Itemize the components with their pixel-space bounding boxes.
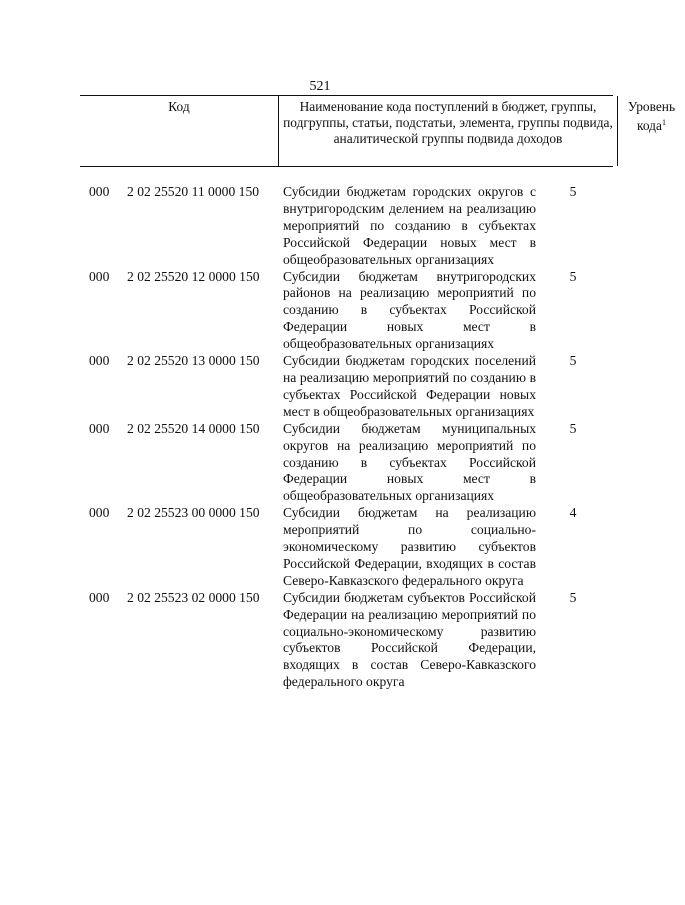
admin-code: 000: [89, 589, 110, 605]
revenue-code: 2 02 25520 12 0000 150: [127, 268, 260, 284]
page-number: 521: [309, 79, 331, 94]
revenue-name: Субсидии бюджетам городских округов с внутригородским делением на реализацию мероприятий по созданию в субъектах Российской Федерации новых мест в общеобразовательных организациях: [283, 184, 536, 267]
code-level: 5: [569, 184, 577, 199]
header-level-footnote: 1: [661, 118, 666, 127]
code-level: 5: [569, 353, 577, 369]
revenue-name: Субсидии бюджетам субъектов Российской Федерации на реализацию мероприятий по социально-экономическому развитию субъектов Российской Федерации, входящих в состав Северо-Кавказского федерального округа: [283, 589, 536, 690]
revenue-name: Субсидии бюджетам муниципальных округов на реализацию мероприятий по созданию в субъектах Российской Федерации новых мест в общеобразовательных организациях: [283, 420, 536, 504]
admin-code: 000: [89, 353, 110, 369]
code-level: 5: [569, 420, 577, 436]
code-level: 5: [569, 589, 577, 605]
revenue-name: Субсидии бюджетам внутригородских районов на реализацию мероприятий по созданию в субъектах Российской Федерации новых мест в общеобразовательных организациях: [283, 268, 536, 352]
admin-code: 000: [89, 268, 110, 284]
revenue-code: 2 02 25523 02 0000 150: [127, 589, 260, 605]
table-row: [80, 269, 640, 354]
table-row: [80, 505, 640, 590]
revenue-code: 2 02 25523 00 0000 150: [127, 505, 260, 521]
revenue-name: Субсидии бюджетам на реализацию мероприятий по социально-экономическому развитию субъектов Российской Федерации, входящих в состав Северо-Кавказского федерального округа: [283, 505, 536, 588]
table-row: [80, 590, 640, 691]
revenue-name: Субсидии бюджетам городских поселений на реализацию мероприятий по созданию в субъектах Российской Федерации новых мест в общеобразовательных организациях: [283, 353, 536, 419]
table-body: [80, 184, 640, 691]
table-row: [80, 421, 640, 506]
admin-code: 000: [89, 420, 110, 436]
admin-code: 000: [89, 505, 110, 521]
code-level: 5: [569, 268, 577, 284]
admin-code: 000: [89, 184, 110, 199]
revenue-code: 2 02 25520 14 0000 150: [127, 420, 260, 436]
table-row: [80, 353, 640, 421]
header-name-label: Наименование кода поступлений в бюджет, группы, подгруппы, статьи, подстатьи, элемента, группы подвида, аналитической группы подвида доходов: [283, 99, 613, 146]
revenue-code: 2 02 25520 13 0000 150: [127, 353, 260, 369]
table-header: [80, 95, 676, 167]
header-level: [618, 96, 685, 166]
header-code: [80, 96, 279, 166]
table-row: [80, 184, 640, 269]
header-code-label: Код: [168, 99, 190, 114]
revenue-code: 2 02 25520 11 0000 150: [127, 184, 260, 199]
code-level: 4: [569, 505, 577, 521]
header-name: [279, 96, 618, 166]
header-level-label: Уровень кода: [627, 99, 676, 133]
